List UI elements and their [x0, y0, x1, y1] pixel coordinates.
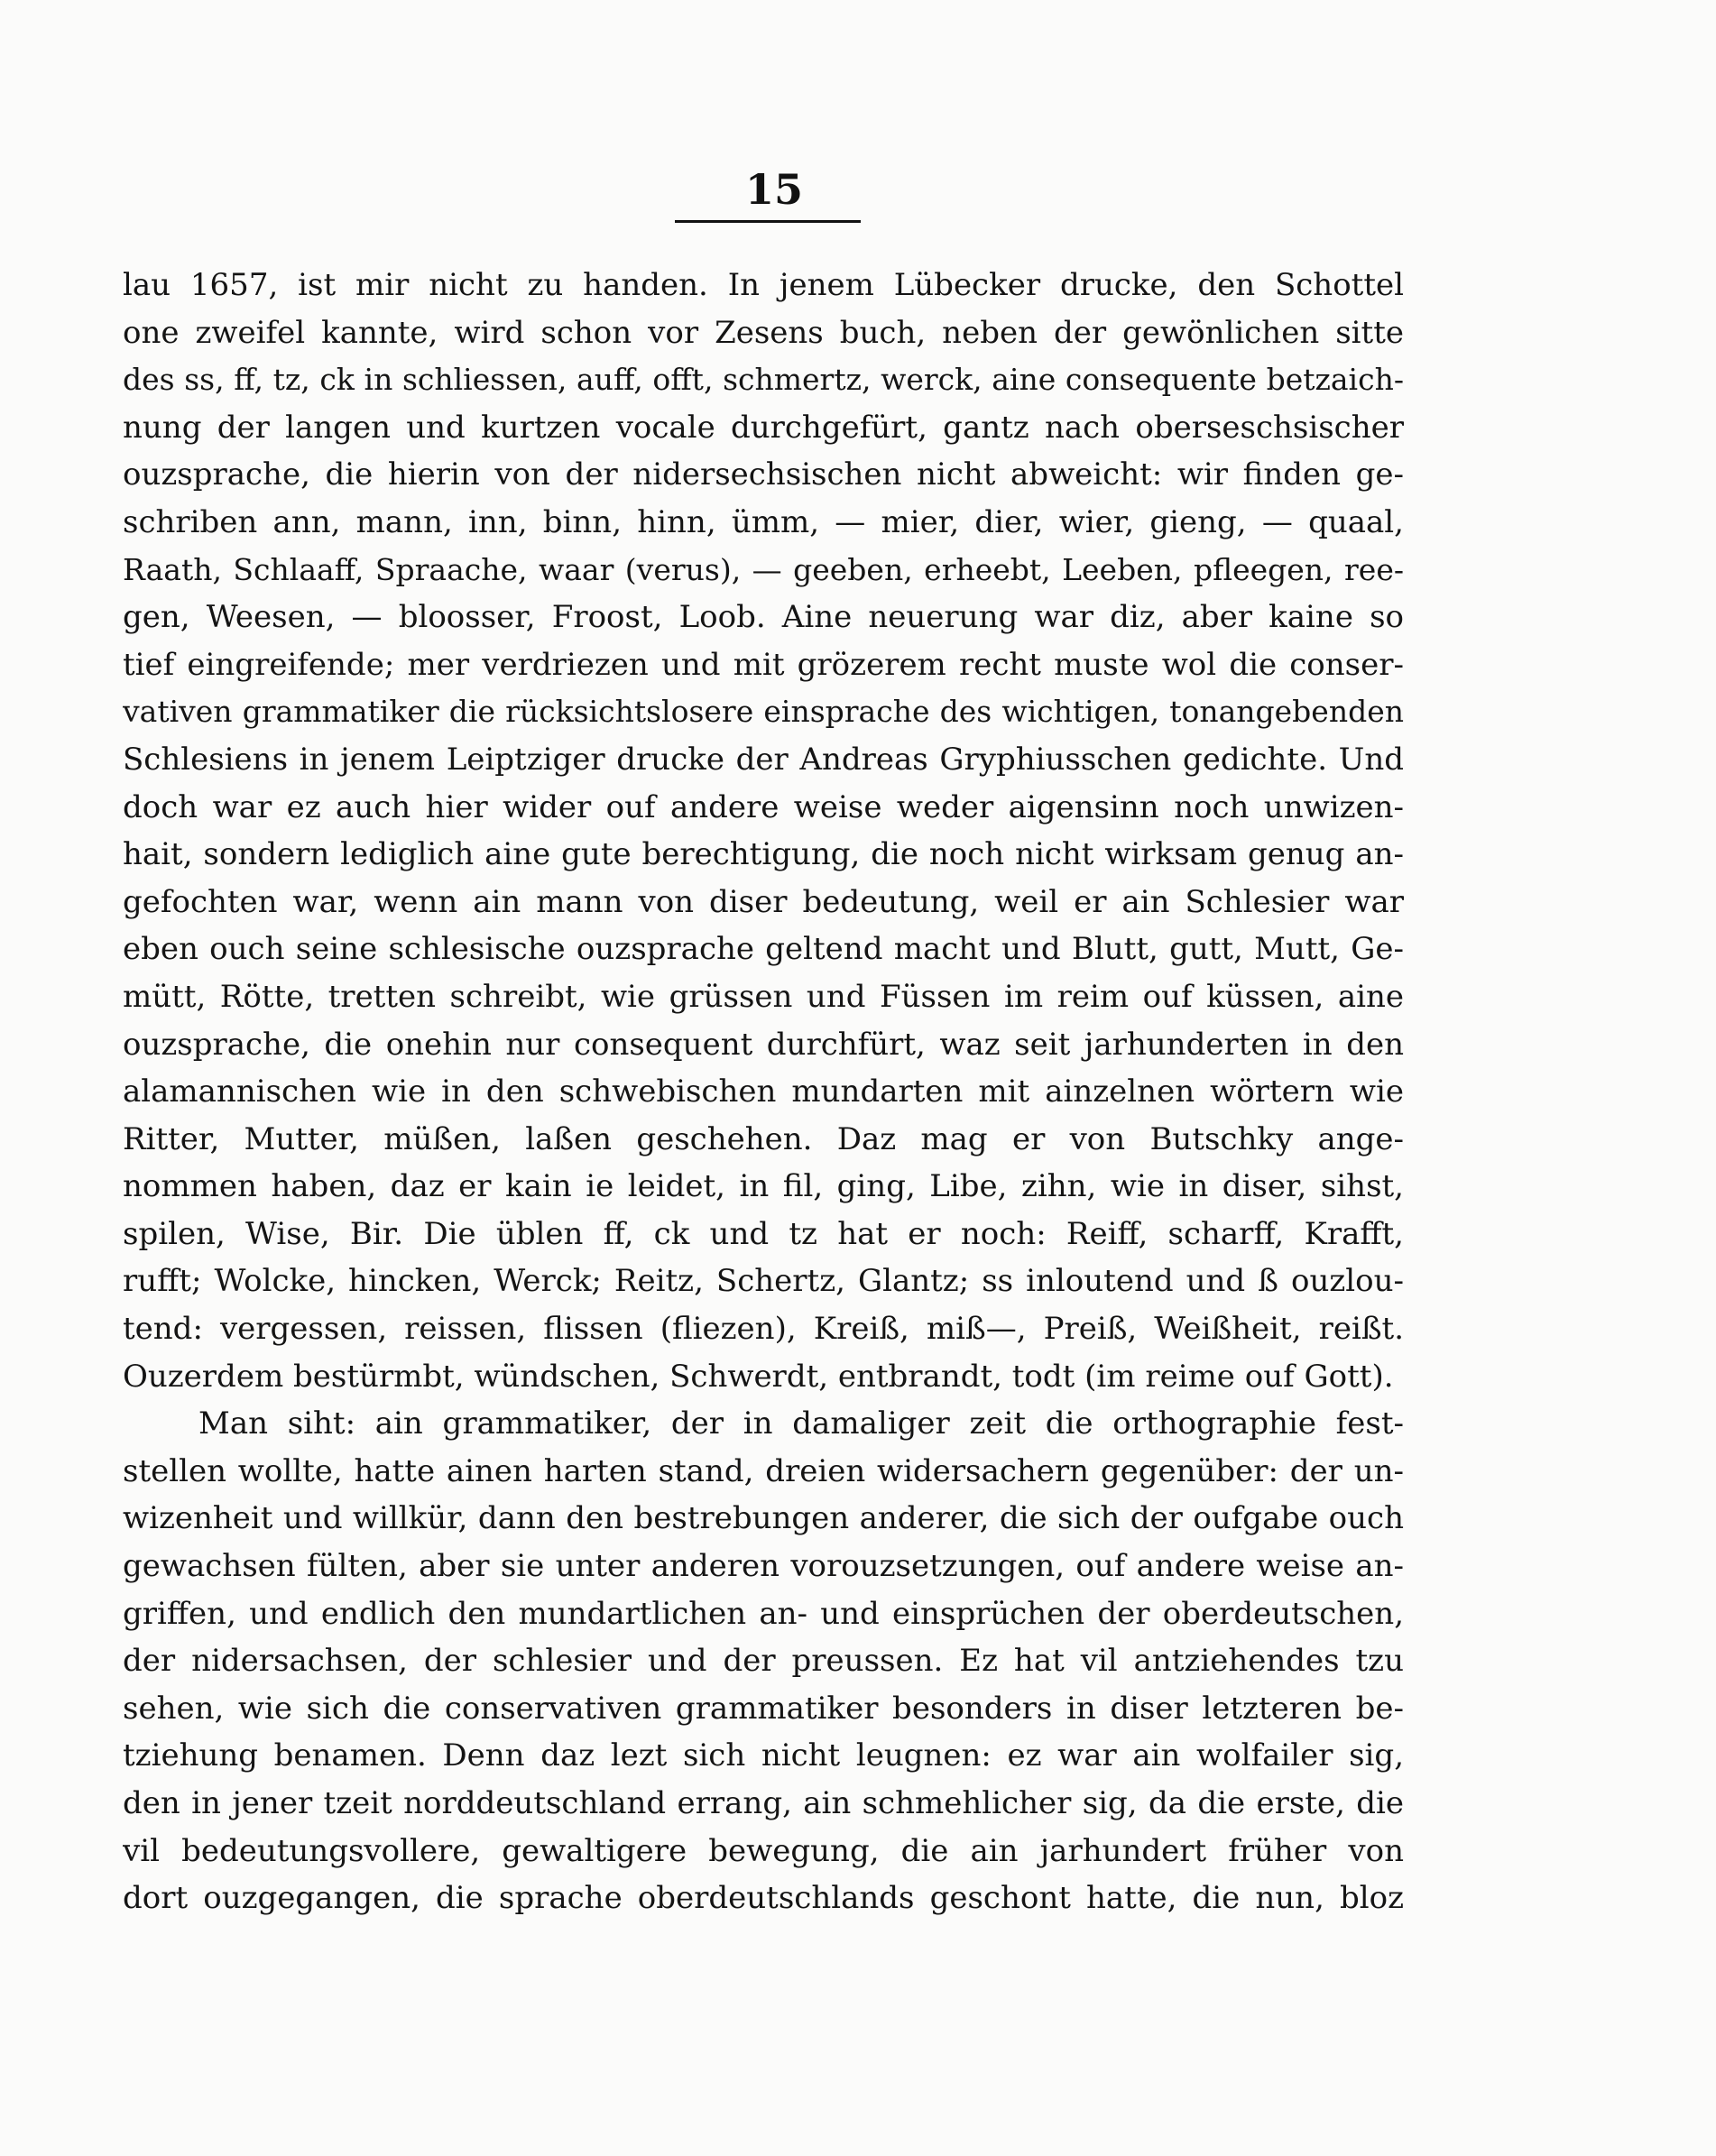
- text-line: eben ouch seine schlesische ouzsprache geltend macht und Blutt, gutt, Mutt, Ge-: [123, 931, 1404, 968]
- body-text: [123, 262, 1404, 1922]
- text-line: schriben ann, mann, inn, binn, hinn, ümm, — mier, dier, wier, gieng, — quaal,: [123, 503, 1404, 540]
- page-number: 15: [744, 165, 803, 214]
- text-line: tief eingreifende; mer verdriezen und mit grözerem recht muste wol die conser-: [123, 646, 1404, 683]
- text-line: griffen, und endlich den mundartlichen an- und einsprüchen der oberdeutschen,: [123, 1595, 1404, 1632]
- text-line: gewachsen fülten, aber sie unter anderen vorouzsetzungen, ouf andere weise an-: [123, 1548, 1404, 1585]
- text-line: stellen wollte, hatte ainen harten stand, dreien widersachern gegenüber: der un-: [123, 1452, 1404, 1489]
- text-line: tziehung benamen. Denn daz lezt sich nicht leugnen: ez war ain wolfailer sig,: [123, 1737, 1404, 1774]
- text-line: ouzsprache, die hierin von der nidersechsischen nicht abweicht: wir finden ge-: [123, 456, 1404, 493]
- text-line: lau 1657, ist mir nicht zu handen. In jenem Lübecker drucke, den Schottel: [123, 267, 1404, 303]
- text-line: doch war ez auch hier wider ouf andere weise weder aigensinn noch unwizen-: [123, 788, 1404, 825]
- text-line: hait, sondern lediglich aine gute berechtigung, die noch nicht wirksam genug an-: [123, 836, 1404, 873]
- text-line: nung der langen und kurtzen vocale durchgefürt, gantz nach oberseschsischer: [123, 409, 1404, 446]
- text-line: nommen haben, daz er kain ie leidet, in fil, ging, Libe, zihn, wie in diser, sihst,: [123, 1168, 1404, 1205]
- text-line: Raath, Schlaaff, Spraache, waar (verus), — geeben, erheebt, Leeben, pfleegen, ree-: [123, 551, 1404, 587]
- text-line: vativen grammatiker die rücksichtslosere einsprache des wichtigen, tonangebenden: [123, 694, 1404, 730]
- page-number-rule: [675, 220, 861, 223]
- text-line: rufft; Wolcke, hincken, Werck; Reitz, Schertz, Glantz; ss inloutend und ß ouzlou-: [123, 1263, 1404, 1300]
- paragraph-2: [123, 1400, 1404, 1922]
- text-line: den in jener tzeit norddeutschland errang, ain schmehlicher sig, da die erste, die: [123, 1785, 1404, 1821]
- text-line: mütt, Rötte, tretten schreibt, wie grüssen und Füssen im reim ouf küssen, aine: [123, 978, 1404, 1015]
- text-line: des ss, ff, tz, ck in schliessen, auff, offt, schmertz, werck, aine consequente betzaich-: [123, 362, 1404, 398]
- text-line: der nidersachsen, der schlesier und der preussen. Ez hat vil antziehendes tzu: [123, 1643, 1404, 1680]
- text-line: gefochten war, wenn ain mann von diser bedeutung, weil er ain Schlesier war: [123, 883, 1404, 920]
- text-line: one zweifel kannte, wird schon vor Zesens buch, neben der gewönlichen sitte: [123, 314, 1404, 351]
- text-line: Ritter, Mutter, müßen, laßen geschehen. Daz mag er von Butschky ange-: [123, 1120, 1404, 1157]
- text-line: gen, Weesen, — bloosser, Froost, Loob. Aine neuerung war diz, aber kaine so: [123, 599, 1404, 636]
- text-line: Ouzerdem bestürmbt, wündschen, Schwerdt, entbrandt, todt (im reime ouf Gott).: [123, 1358, 1394, 1395]
- text-line: vil bedeutungsvollere, gewaltigere bewegung, die ain jarhundert früher von: [123, 1832, 1404, 1869]
- text-line: sehen, wie sich die conservativen grammatiker besonders in diser letzteren be-: [123, 1690, 1404, 1727]
- text-line: tend: vergessen, reissen, flissen (fliezen), Kreiß, miß—, Preiß, Weißheit, reißt.: [123, 1311, 1404, 1348]
- text-line: Man siht: ain grammatiker, der in damaliger zeit die orthographie fest-: [198, 1405, 1404, 1442]
- text-line: spilen, Wise, Bir. Die üblen ff, ck und tz hat er noch: Reiff, scharff, Krafft,: [123, 1215, 1404, 1252]
- text-line: alamannischen wie in den schwebischen mundarten mit ainzelnen wörtern wie: [123, 1073, 1404, 1110]
- text-line: dort ouzgegangen, die sprache oberdeutschlands geschont hatte, die nun, bloz: [123, 1880, 1404, 1917]
- paragraph-1: [123, 262, 1404, 1400]
- text-line: wizenheit und willkür, dann den bestrebungen anderer, die sich der oufgabe ouch: [123, 1500, 1404, 1537]
- text-line: ouzsprache, die onehin nur consequent durchfürt, waz seit jarhunderten in den: [123, 1026, 1404, 1063]
- text-line: Schlesiens in jenem Leiptziger drucke der Andreas Gryphiusschen gedichte. Und: [123, 741, 1404, 778]
